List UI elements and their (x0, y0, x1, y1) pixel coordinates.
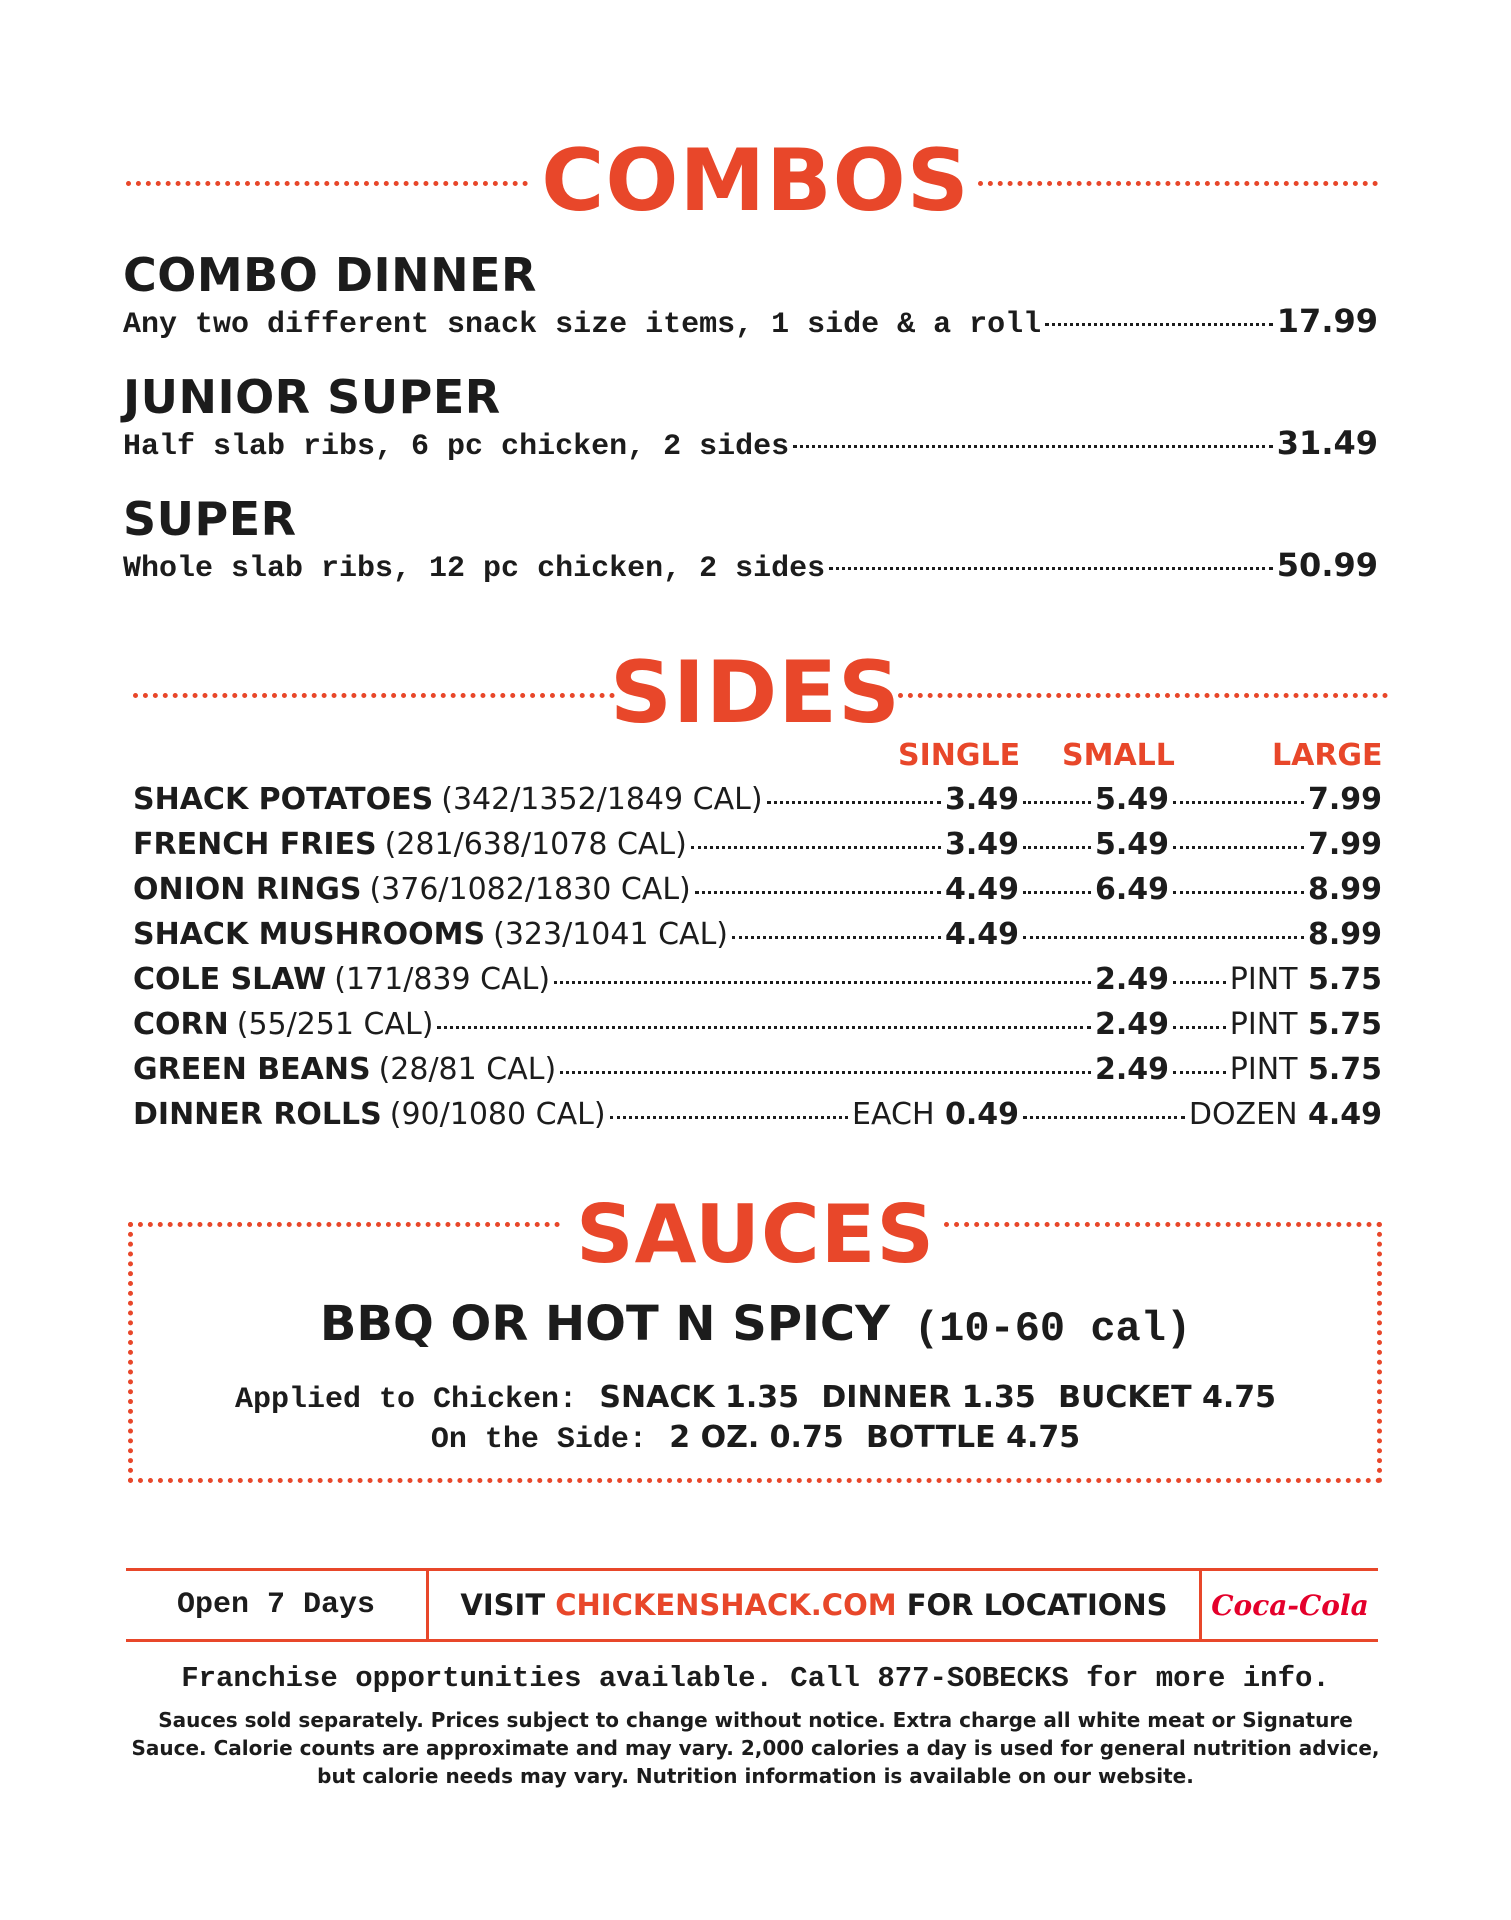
applied-snack: SNACK 1.35 (599, 1380, 800, 1415)
applied-bucket: BUCKET 4.75 (1058, 1380, 1277, 1415)
leader-dots (1023, 801, 1091, 804)
super-desc: Whole slab ribs, 12 pc chicken, 2 sides (123, 552, 826, 586)
side-price-large (1308, 917, 1382, 952)
side-2oz: 2 OZ. 0.75 (669, 1420, 844, 1455)
leader-dots (1023, 891, 1091, 894)
side-row (133, 917, 1386, 961)
website-link[interactable]: CHICKENSHACK.COM (555, 1588, 897, 1622)
combo-dinner-name: COMBO DINNER (123, 248, 537, 302)
franchise-note: Franchise opportunities available. Call 877-SOBECKS for more info. (181, 1662, 1330, 1695)
footer-bar (126, 1568, 1378, 1642)
junior-super-line (123, 424, 1378, 464)
leader-dots (1173, 891, 1304, 894)
side-calories: (171/839 CAL) (334, 962, 551, 997)
price-value: 5.49 (1094, 782, 1169, 817)
side-name: SHACK POTATOES (133, 782, 434, 817)
leader-dots (1023, 1116, 1185, 1119)
side-row (133, 782, 1386, 826)
price-prefix: PINT (1229, 962, 1298, 997)
leader-dots (695, 891, 941, 894)
visit-text (460, 1588, 1167, 1622)
side-price-single (945, 872, 1019, 907)
side-price-single (945, 827, 1019, 862)
side-name: SHACK MUSHROOMS (133, 917, 486, 952)
side-price-small (1095, 872, 1169, 907)
side-price-small (1095, 782, 1169, 817)
leader-dots (560, 1071, 1091, 1074)
leader-dots (829, 567, 1273, 570)
side-row (133, 1007, 1386, 1051)
price-prefix: PINT (1229, 1052, 1298, 1087)
sauce-applied-line (0, 1378, 1511, 1420)
price-value: 5.49 (1094, 827, 1169, 862)
divider (898, 693, 1388, 698)
side-name: ONION RINGS (133, 872, 362, 907)
price-value: 4.49 (944, 917, 1019, 952)
junior-super-price: 31.49 (1276, 424, 1378, 462)
side-price-large (1308, 782, 1382, 817)
sauce-main-line (0, 1296, 1511, 1357)
leader-dots (1173, 1071, 1226, 1074)
price-prefix: PINT (1229, 1007, 1298, 1042)
sides-column-headers (0, 738, 1511, 778)
leader-dots (554, 981, 1091, 984)
side-calories: (281/638/1078 CAL) (384, 827, 687, 862)
side-name: COLE SLAW (133, 962, 327, 997)
side-price-single (852, 1097, 1019, 1132)
price-value: 4.49 (1307, 1097, 1382, 1132)
leader-dots (1023, 846, 1091, 849)
side-calories: (323/1041 CAL) (493, 917, 728, 952)
coca-cola-logo: Coca-Cola (1211, 1588, 1369, 1622)
column-single: SINGLE (898, 738, 1021, 773)
leader-dots (437, 1026, 1091, 1029)
open-days: Open 7 Days (176, 1588, 376, 1622)
side-price-small (1095, 1052, 1169, 1087)
side-calories: (90/1080 CAL) (389, 1097, 606, 1132)
visit-post: FOR LOCATIONS (906, 1588, 1168, 1622)
price-value: 3.49 (944, 827, 1019, 862)
combo-dinner-price: 17.99 (1276, 302, 1378, 340)
side-row (133, 872, 1386, 916)
side-calories: (376/1082/1830 CAL) (369, 872, 691, 907)
price-value: 5.75 (1307, 1052, 1382, 1087)
super-price: 50.99 (1276, 546, 1378, 584)
leader-dots (1173, 846, 1304, 849)
side-price-single (945, 782, 1019, 817)
column-large: LARGE (1272, 738, 1383, 773)
side-price-large (1230, 1052, 1382, 1087)
leader-dots (1045, 323, 1273, 326)
combo-dinner-line (123, 302, 1378, 342)
side-price-single (945, 917, 1019, 952)
disclaimer: Sauces sold separately. Prices subject to change without notice. Extra charge all white meat or Signature Sauce. Calorie counts are approximate and may vary. 2,000 calories a day is used for general nutrition advice, but calorie needs may vary. Nutrition information is available on our website. (131, 1708, 1380, 1788)
leader-dots (732, 936, 941, 939)
super-line (123, 546, 1378, 586)
side-price-small (1095, 962, 1169, 997)
sauce-cal: (10-60 cal) (913, 1305, 1192, 1353)
leader-dots (767, 801, 941, 804)
side-price-large (1189, 1097, 1382, 1132)
super-name: SUPER (123, 492, 297, 546)
side-calories: (55/251 CAL) (236, 1007, 434, 1042)
price-prefix: DOZEN (1188, 1097, 1298, 1132)
sauce-side-line (0, 1418, 1511, 1460)
visit-pre: VISIT (460, 1588, 546, 1622)
side-price-large (1230, 1007, 1382, 1042)
price-value: 8.99 (1307, 872, 1382, 907)
junior-super-desc: Half slab ribs, 6 pc chicken, 2 sides (123, 430, 790, 464)
divider (978, 181, 1378, 186)
side-price-small (1095, 827, 1169, 862)
price-value: 4.49 (944, 872, 1019, 907)
leader-dots (1173, 981, 1226, 984)
price-value: 7.99 (1307, 827, 1382, 862)
applied-dinner: DINNER 1.35 (821, 1380, 1036, 1415)
applied-label: Applied to Chicken: (234, 1383, 578, 1417)
side-name: CORN (133, 1007, 229, 1042)
sauce-types: BBQ OR HOT N SPICY (319, 1296, 890, 1352)
price-value: 8.99 (1307, 917, 1382, 952)
side-bottle: BOTTLE 4.75 (866, 1420, 1081, 1455)
price-prefix: EACH (852, 1097, 935, 1132)
side-name: FRENCH FRIES (133, 827, 377, 862)
price-value: 3.49 (944, 782, 1019, 817)
side-calories: (28/81 CAL) (378, 1052, 557, 1087)
sides-header (0, 643, 1511, 743)
side-name: GREEN BEANS (133, 1052, 371, 1087)
leader-dots (610, 1116, 849, 1119)
leader-dots (1173, 801, 1304, 804)
price-value: 0.49 (944, 1097, 1019, 1132)
side-row (133, 962, 1386, 1006)
price-value: 6.49 (1094, 872, 1169, 907)
sauces-title: SAUCES (575, 1188, 935, 1281)
leader-dots (1173, 1026, 1226, 1029)
side-row (133, 1097, 1386, 1141)
price-value: 5.75 (1307, 962, 1382, 997)
leader-dots (793, 445, 1273, 448)
sides-title: SIDES (609, 643, 901, 743)
leader-dots (691, 846, 941, 849)
price-value: 2.49 (1094, 962, 1169, 997)
leader-dots (1023, 936, 1304, 939)
side-price-large (1230, 962, 1382, 997)
side-row (133, 827, 1386, 871)
side-price-large (1308, 872, 1382, 907)
price-value: 7.99 (1307, 782, 1382, 817)
price-value: 2.49 (1094, 1052, 1169, 1087)
column-small: SMALL (1062, 738, 1175, 773)
junior-super-name: JUNIOR SUPER (123, 370, 501, 424)
side-label: On the Side: (430, 1423, 647, 1457)
side-row (133, 1052, 1386, 1096)
price-value: 5.75 (1307, 1007, 1382, 1042)
side-price-small (1095, 1007, 1169, 1042)
price-value: 2.49 (1094, 1007, 1169, 1042)
combo-dinner-desc: Any two different snack size items, 1 side & a roll (123, 308, 1042, 342)
combos-title: COMBOS (541, 131, 970, 231)
side-calories: (342/1352/1849 CAL) (441, 782, 763, 817)
side-name: DINNER ROLLS (133, 1097, 382, 1132)
combos-header (0, 131, 1511, 231)
side-price-large (1308, 827, 1382, 862)
